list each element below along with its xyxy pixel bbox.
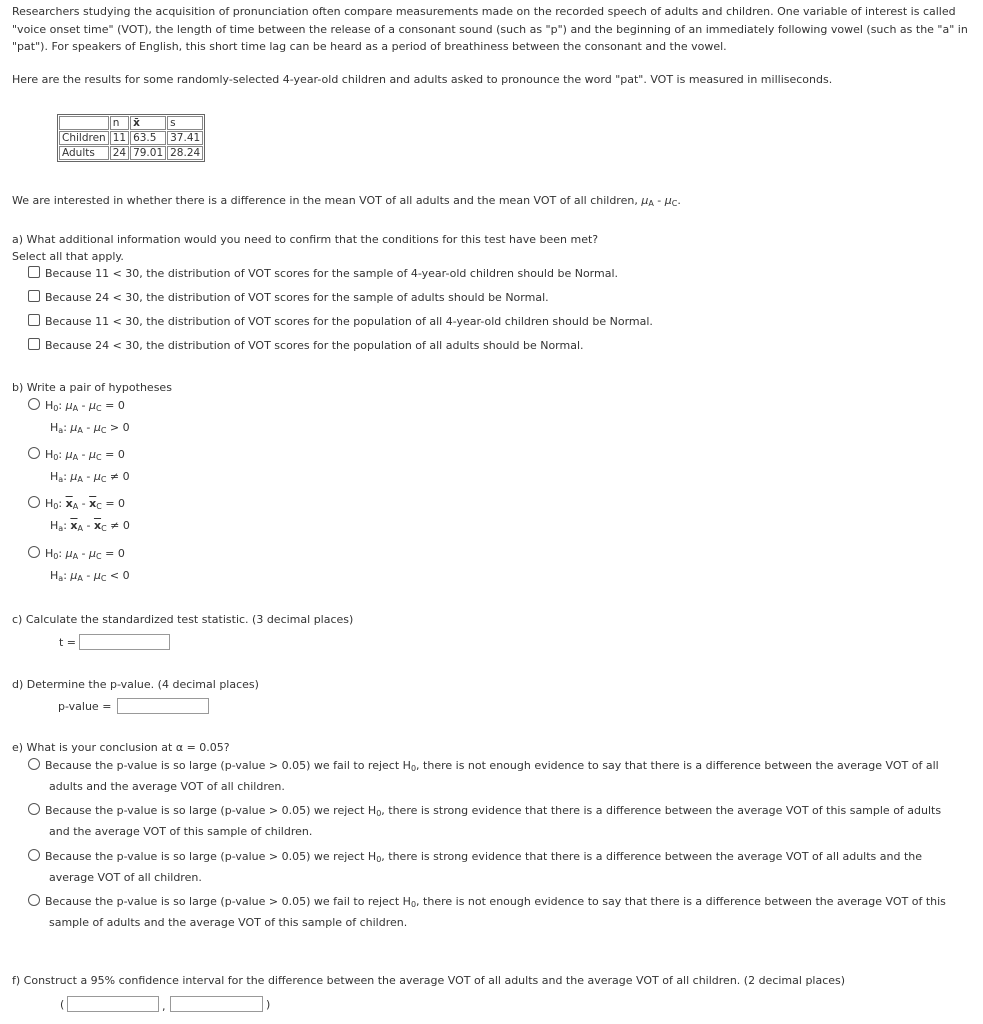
radio[interactable] (28, 447, 40, 459)
checkbox[interactable] (28, 338, 40, 350)
table-cell: 28.24 (167, 146, 203, 160)
part-b-option-2-ha: $H_a$: $\mu_A - \mu_C \ne 0$ (50, 470, 130, 484)
option-text-cont: adults and the average VOT of all children. (49, 780, 285, 793)
option-text-cont: average VOT of all children. (49, 871, 202, 884)
radio[interactable] (28, 894, 40, 906)
part-a-question: a) What additional information would you need to confirm that the conditions for this test have been met? (12, 233, 599, 246)
part-c-question: c) Calculate the standardized test statistic. (3 decimal places) (12, 613, 354, 626)
mu-symbol: μ (641, 194, 649, 207)
part-e-option-3[interactable] (28, 846, 978, 888)
part-b-option-1-ha: $H_a$: $\mu_A - \mu_C > 0$ (50, 421, 130, 435)
interest-text: We are interested in whether there is a difference in the mean VOT of all adults and the mean VOT of all children, (12, 194, 642, 207)
t-label: t = (59, 636, 77, 649)
radio[interactable] (28, 758, 40, 770)
option-label: Because 24 < 30, the distribution of VOT scores for the sample of adults should be Normal. (45, 291, 549, 304)
comma: , (162, 1000, 166, 1013)
radio[interactable] (28, 546, 40, 558)
subscript-0: 0 (376, 855, 382, 864)
stats-table (57, 114, 205, 162)
part-b-question: b) Write a pair of hypotheses (12, 381, 172, 394)
minus: - (653, 194, 665, 207)
stats-table-wrap (57, 114, 205, 162)
table-header-cell (59, 116, 109, 130)
part-a-option-2[interactable] (28, 289, 549, 306)
part-b-option-3[interactable] (28, 495, 125, 512)
h0-line: $H_0$: $\mu_A - \mu_C = 0$ (45, 448, 125, 462)
checkbox[interactable] (28, 314, 40, 326)
subscript-a: A (648, 199, 654, 208)
part-b-option-4[interactable] (28, 545, 125, 562)
table-cell: 79.01 (130, 146, 166, 160)
subscript-0: 0 (410, 764, 417, 773)
option-label: Because 24 < 30, the distribution of VOT scores for the population of all adults should be Normal. (45, 339, 584, 352)
period: . (677, 194, 681, 207)
h0-line: $H_0$: $\mu_A - \mu_C = 0$ (45, 547, 125, 561)
intro-sentence: Here are the results for some randomly-selected 4-year-old children and adults asked to pronounce the word "pat". VOT is measured in milliseconds. (12, 73, 833, 86)
part-f-question: f) Construct a 95% confidence interval for the difference between the average VOT of all adults and the average VOT of all children. (2 decimal places) (12, 974, 846, 987)
table-cell: Children (59, 131, 109, 145)
p-value-input[interactable] (117, 698, 209, 714)
p-value-label: p-value = (58, 700, 112, 713)
part-a-option-3[interactable] (28, 313, 653, 330)
open-paren: ( (60, 998, 65, 1011)
ci-upper-input[interactable] (170, 996, 263, 1012)
radio[interactable] (28, 398, 40, 410)
table-cell: 11 (110, 131, 129, 145)
ci-lower-input[interactable] (67, 996, 159, 1012)
part-a-instruction: Select all that apply. (12, 250, 124, 263)
radio[interactable] (28, 803, 40, 815)
option-label: Because 11 < 30, the distribution of VOT scores for the sample of 4-year-old children should be Normal. (45, 267, 619, 280)
table-cell: Adults (59, 146, 109, 160)
option-text: , there is strong evidence that there is a difference between the average VOT of all adults and the (381, 850, 923, 863)
part-e-option-2[interactable] (28, 800, 978, 842)
subscript-c: C (671, 199, 678, 208)
table-row (59, 146, 203, 160)
h0-line: $H_0$: $\mu_A - \mu_C = 0$ (45, 399, 125, 413)
part-e-option-4[interactable] (28, 891, 978, 933)
part-e-option-1[interactable] (28, 755, 978, 797)
table-header-cell: n (110, 116, 129, 130)
radio[interactable] (28, 849, 40, 861)
interest-sentence (12, 192, 681, 209)
table-cell: 24 (110, 146, 129, 160)
option-text: Because the p-value is so large (p-value > 0.05) we fail to reject H (45, 759, 411, 772)
subscript-0: 0 (410, 900, 417, 909)
radio[interactable] (28, 496, 40, 508)
part-b-option-4-ha: $H_a$: $\mu_A - \mu_C < 0$ (50, 569, 130, 583)
subscript-0: 0 (376, 809, 382, 818)
option-text: Because the p-value is so large (p-value > 0.05) we reject H (45, 804, 377, 817)
option-label: Because 11 < 30, the distribution of VOT scores for the population of all 4-year-old children should be Normal. (45, 315, 653, 328)
part-b-option-3-ha: $H_a$: $\overline{x}_A - \overline{x}_C \ne 0$ (50, 519, 130, 533)
intro-paragraph: Researchers studying the acquisition of pronunciation often compare measurements made on the recorded speech of adults and children. One variable of interest is called "voice onset time" (VOT), the length of time between the release of a consonant sound (such as "p") and the beginning of an immediately following vowel (such as the "a" in "pat"). For speakers of English, this short time lag can be heard as a period of breathiness between the consonant and the vowel. (12, 5, 968, 53)
option-text-cont: sample of adults and the average VOT of this sample of children. (49, 916, 408, 929)
option-text-cont: and the average VOT of this sample of children. (49, 825, 313, 838)
table-header-cell: x̄ (130, 116, 166, 130)
mu-symbol: μ (664, 194, 672, 207)
option-text: Because the p-value is so large (p-value > 0.05) we fail to reject H (45, 895, 411, 908)
part-a-option-4[interactable] (28, 337, 584, 354)
option-text: Because the p-value is so large (p-value > 0.05) we reject H (45, 850, 377, 863)
table-header-row (59, 116, 203, 130)
part-a-option-1[interactable] (28, 265, 618, 282)
t-stat-input[interactable] (79, 634, 170, 650)
part-d-question: d) Determine the p-value. (4 decimal places) (12, 678, 259, 691)
checkbox[interactable] (28, 266, 40, 278)
table-header-cell: s (167, 116, 203, 130)
table-row (59, 131, 203, 145)
table-cell: 63.5 (130, 131, 166, 145)
h0-line: $H_0$: $\overline{x}_A - \overline{x}_C = 0$ (45, 497, 126, 511)
option-text: , there is not enough evidence to say that there is a difference between the average VOT of this (416, 895, 946, 908)
part-e-question: e) What is your conclusion at α = 0.05? (12, 741, 230, 754)
table-cell: 37.41 (167, 131, 203, 145)
option-text: , there is strong evidence that there is a difference between the average VOT of this sample of adults (381, 804, 942, 817)
part-b-option-2[interactable] (28, 446, 125, 463)
option-text: , there is not enough evidence to say that there is a difference between the average VOT of all (416, 759, 939, 772)
checkbox[interactable] (28, 290, 40, 302)
close-paren: ) (266, 998, 271, 1011)
part-b-option-1[interactable] (28, 397, 125, 414)
